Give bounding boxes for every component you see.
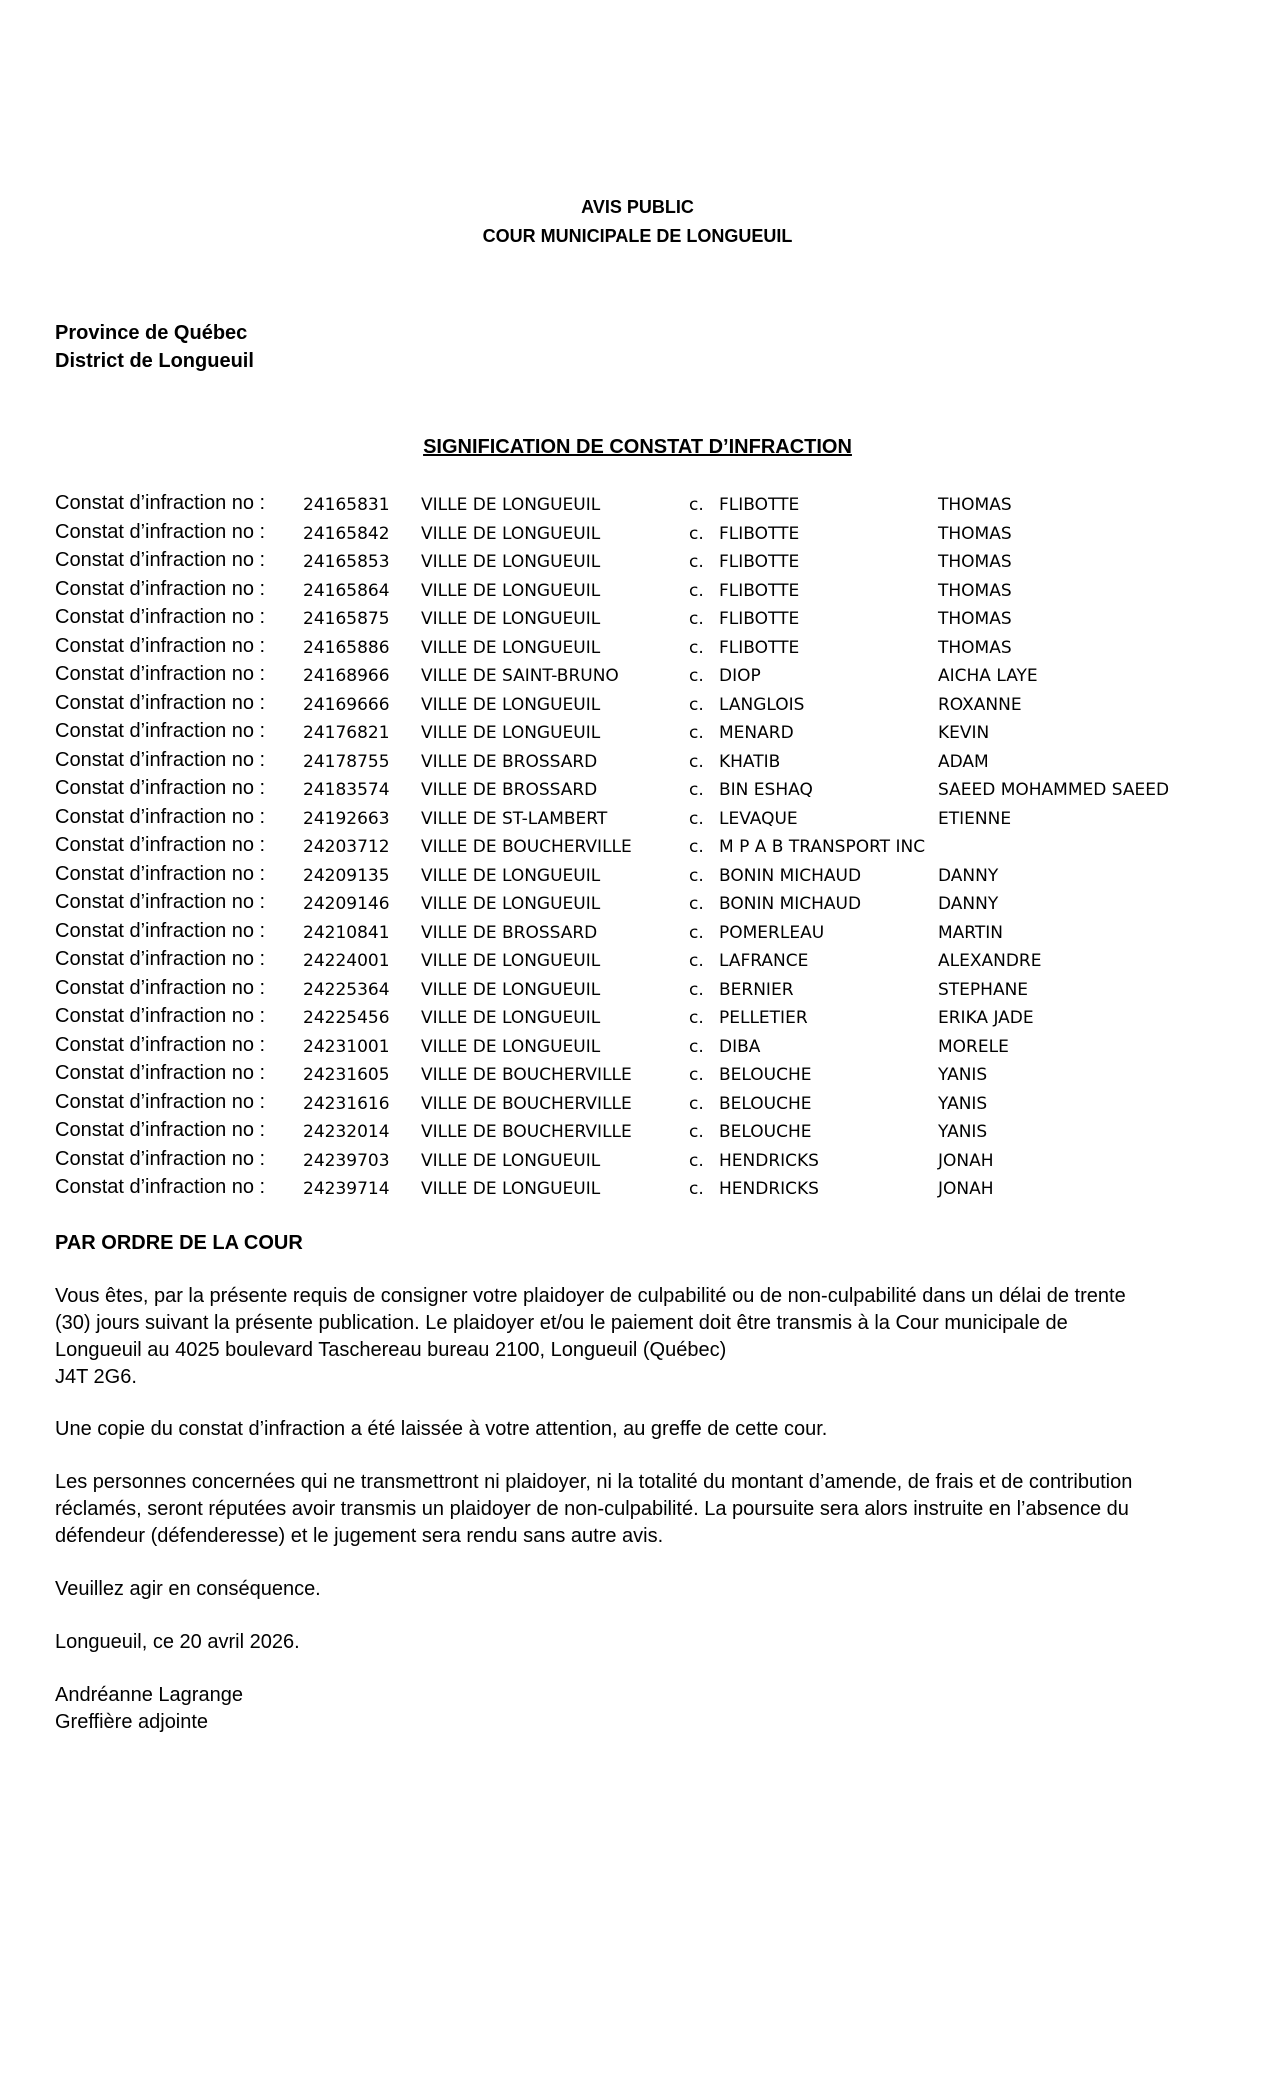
signature-block (55, 1682, 1215, 1736)
defendant-first-name: SAEED MOHAMMED SAEED (938, 780, 1170, 800)
plaintiff-city: VILLE DE LONGUEUIL (421, 637, 601, 658)
plaintiff-city: VILLE DE LONGUEUIL (421, 1036, 601, 1057)
row-label: Constat d’infraction no : (55, 834, 266, 856)
defendant-last-name: LEVAQUE (719, 808, 798, 829)
paragraph-plea-line: (30) jours suivant la présente publication. Le plaidoyer et/ou le paiement doit être transmis à la Cour municipale de (55, 1312, 1068, 1334)
versus-label: c. (689, 837, 704, 857)
plaintiff-city: VILLE DE LONGUEUIL (421, 495, 601, 515)
table-row (0, 549, 1275, 578)
plaintiff-city: VILLE DE LONGUEUIL (421, 723, 601, 743)
table-row (0, 1148, 1275, 1177)
defendant-first-name: THOMAS (938, 495, 1012, 515)
plaintiff-city: VILLE DE LONGUEUIL (421, 894, 601, 914)
signatory-title: Greffière adjointe (55, 1711, 209, 1733)
table-row (0, 863, 1275, 892)
infraction-number: 24231616 (303, 1093, 390, 1114)
paragraph-consequences: Les personnes concernées qui ne transmettront ni plaidoyer, ni la totalité du montant d’amende, de frais et de contribution réclamés, seront réputées avoir transmis un plaidoyer de non-culpabilité. La poursuite sera alors instruite en l’absence du défendeur (défenderesse) et le jugement sera rendu sans autre avis. (55, 1471, 1133, 1547)
plaintiff-city: VILLE DE BOUCHERVILLE (421, 1122, 632, 1142)
table-row (0, 1034, 1275, 1063)
row-label: Constat d’infraction no : (55, 549, 266, 571)
table-row (0, 720, 1275, 749)
defendant-last-name: BIN ESHAQ (719, 780, 813, 800)
section-title-text: SIGNIFICATION DE CONSTAT D’INFRACTION (423, 436, 852, 458)
infraction-number: 24165831 (303, 495, 390, 515)
versus-label: c. (689, 694, 704, 715)
plaintiff-city: VILLE DE LONGUEUIL (421, 523, 601, 544)
plaintiff-city: VILLE DE BOUCHERVILLE (421, 1093, 632, 1114)
plaintiff-city: VILLE DE ST-LAMBERT (421, 808, 608, 829)
defendant-last-name: PELLETIER (719, 1008, 808, 1028)
versus-label: c. (689, 894, 704, 914)
defendant-last-name: FLIBOTTE (719, 495, 800, 515)
table-row (0, 1119, 1275, 1148)
row-label: Constat d’infraction no : (55, 976, 266, 999)
table-row (0, 578, 1275, 607)
paragraph-plea-line: J4T 2G6. (55, 1366, 137, 1388)
infraction-number: 24178755 (303, 751, 390, 772)
table-row (0, 1005, 1275, 1034)
versus-label: c. (689, 609, 704, 629)
versus-label: c. (689, 1122, 704, 1142)
row-label: Constat d’infraction no : (55, 720, 266, 742)
infraction-number: 24225364 (303, 979, 390, 1000)
versus-label: c. (689, 666, 704, 686)
plaintiff-city: VILLE DE LONGUEUIL (421, 979, 601, 1000)
table-row (0, 749, 1275, 778)
defendant-first-name: MARTIN (938, 922, 1003, 943)
infraction-number: 24192663 (303, 808, 390, 829)
defendant-last-name: BONIN MICHAUD (719, 865, 862, 886)
defendant-first-name: KEVIN (938, 723, 990, 743)
defendant-first-name: JONAH (938, 1150, 994, 1171)
table-row (0, 834, 1275, 863)
infraction-number: 24225456 (303, 1008, 390, 1028)
infraction-number: 24165864 (303, 580, 390, 601)
infraction-number: 24176821 (303, 723, 390, 743)
infraction-number: 24210841 (303, 922, 390, 943)
defendant-first-name: THOMAS (938, 580, 1012, 601)
table-row (0, 692, 1275, 721)
defendant-last-name: LANGLOIS (719, 694, 805, 715)
versus-label: c. (689, 637, 704, 658)
table-row (0, 806, 1275, 835)
infraction-number: 24231605 (303, 1065, 390, 1085)
defendant-last-name: BELOUCHE (719, 1065, 812, 1085)
defendant-first-name: DANNY (938, 894, 999, 914)
infraction-number: 24209146 (303, 894, 390, 914)
defendant-last-name: DIBA (719, 1036, 761, 1057)
defendant-first-name: ALEXANDRE (938, 951, 1042, 971)
defendant-first-name: ROXANNE (938, 694, 1022, 715)
defendant-first-name: AICHA LAYE (938, 666, 1038, 686)
signatory-name: Andréanne Lagrange (55, 1684, 243, 1706)
row-label: Constat d’infraction no : (55, 577, 266, 600)
table-row (0, 1062, 1275, 1091)
defendant-first-name: JONAH (938, 1179, 994, 1199)
row-label: Constat d’infraction no : (55, 777, 266, 799)
infraction-number: 24224001 (303, 951, 390, 971)
paragraph-plea-line: Vous êtes, par la présente requis de consigner votre plaidoyer de culpabilité ou de non-culpabilité dans un délai de trente (55, 1285, 1126, 1307)
row-label: Constat d’infraction no : (55, 691, 266, 714)
paragraph-act: Veuillez agir en conséquence. (55, 1578, 321, 1600)
row-label: Constat d’infraction no : (55, 862, 266, 885)
defendant-last-name: BELOUCHE (719, 1122, 812, 1142)
row-label: Constat d’infraction no : (55, 1062, 266, 1084)
plaintiff-city: VILLE DE BROSSARD (421, 751, 598, 772)
plaintiff-city: VILLE DE BOUCHERVILLE (421, 1065, 632, 1085)
province-label: Province de Québec (55, 322, 248, 344)
defendant-last-name: LAFRANCE (719, 951, 809, 971)
court-order-heading: PAR ORDRE DE LA COUR (55, 1232, 303, 1254)
row-label: Constat d’infraction no : (55, 1090, 266, 1113)
infraction-number: 24169666 (303, 694, 390, 715)
infraction-number: 24183574 (303, 780, 390, 800)
defendant-first-name: YANIS (938, 1122, 988, 1142)
defendant-first-name: YANIS (938, 1093, 988, 1114)
versus-label: c. (689, 751, 704, 772)
defendant-first-name: THOMAS (938, 523, 1012, 544)
infraction-number: 24165875 (303, 609, 390, 629)
versus-label: c. (689, 1008, 704, 1028)
table-row (0, 920, 1275, 949)
versus-label: c. (689, 865, 704, 886)
date-line: Longueuil, ce 20 avril 2026. (55, 1631, 300, 1653)
versus-label: c. (689, 922, 704, 943)
versus-label: c. (689, 1093, 704, 1114)
defendant-first-name: THOMAS (938, 609, 1012, 629)
plaintiff-city: VILLE DE LONGUEUIL (421, 1008, 601, 1028)
plaintiff-city: VILLE DE BROSSARD (421, 780, 598, 800)
row-label: Constat d’infraction no : (55, 1033, 266, 1056)
defendant-first-name: ADAM (938, 751, 989, 772)
paragraph-plea-line: Longueuil au 4025 boulevard Taschereau bureau 2100, Longueuil (Québec) (55, 1339, 727, 1361)
table-row (0, 635, 1275, 664)
plaintiff-city: VILLE DE LONGUEUIL (421, 865, 601, 886)
defendant-last-name: FLIBOTTE (719, 609, 800, 629)
plaintiff-city: VILLE DE LONGUEUIL (421, 580, 601, 601)
versus-label: c. (689, 1065, 704, 1085)
defendant-last-name: FLIBOTTE (719, 580, 800, 601)
defendant-last-name: MENARD (719, 723, 794, 743)
versus-label: c. (689, 780, 704, 800)
defendant-first-name: YANIS (938, 1065, 988, 1085)
versus-label: c. (689, 979, 704, 1000)
defendant-last-name: POMERLEAU (719, 922, 825, 943)
court-name: COUR MUNICIPALE DE LONGUEUIL (482, 226, 793, 246)
row-label: Constat d’infraction no : (55, 492, 266, 514)
row-label: Constat d’infraction no : (55, 1119, 266, 1141)
versus-label: c. (689, 1150, 704, 1171)
defendant-last-name: HENDRICKS (719, 1150, 819, 1171)
defendant-first-name: ETIENNE (938, 808, 1012, 829)
table-row (0, 521, 1275, 550)
row-label: Constat d’infraction no : (55, 748, 266, 771)
infraction-number: 24165853 (303, 552, 390, 572)
infraction-number: 24231001 (303, 1036, 390, 1057)
row-label: Constat d’infraction no : (55, 663, 266, 685)
plaintiff-city: VILLE DE LONGUEUIL (421, 552, 601, 572)
defendant-first-name: MORELE (938, 1036, 1009, 1057)
defendant-first-name: THOMAS (938, 552, 1012, 572)
notice-title: AVIS PUBLIC (581, 197, 694, 217)
defendant-first-name: DANNY (938, 865, 999, 886)
versus-label: c. (689, 1179, 704, 1199)
infraction-number: 24203712 (303, 837, 390, 857)
defendant-last-name: BERNIER (719, 979, 794, 1000)
defendant-last-name: BELOUCHE (719, 1093, 812, 1114)
plaintiff-city: VILLE DE LONGUEUIL (421, 1179, 601, 1199)
table-row (0, 606, 1275, 635)
table-row (0, 777, 1275, 806)
district-label: District de Longueuil (55, 350, 254, 372)
versus-label: c. (689, 808, 704, 829)
plaintiff-city: VILLE DE LONGUEUIL (421, 694, 601, 715)
row-label: Constat d’infraction no : (55, 606, 266, 628)
defendant-first-name: STEPHANE (938, 979, 1029, 1000)
versus-label: c. (689, 552, 704, 572)
table-row (0, 1091, 1275, 1120)
infraction-number: 24165886 (303, 637, 390, 658)
defendant-first-name: THOMAS (938, 637, 1012, 658)
paragraph-copy: Une copie du constat d’infraction a été laissée à votre attention, au greffe de cette cour. (55, 1418, 828, 1440)
table-row (0, 948, 1275, 977)
versus-label: c. (689, 951, 704, 971)
table-row (0, 663, 1275, 692)
versus-label: c. (689, 580, 704, 601)
defendant-last-name: DIOP (719, 666, 761, 686)
defendant-last-name: FLIBOTTE (719, 523, 800, 544)
plaintiff-city: VILLE DE LONGUEUIL (421, 1150, 601, 1171)
table-row (0, 492, 1275, 521)
versus-label: c. (689, 523, 704, 544)
infraction-list (0, 492, 1275, 1205)
versus-label: c. (689, 1036, 704, 1057)
infraction-number: 24165842 (303, 523, 390, 544)
plaintiff-city: VILLE DE BOUCHERVILLE (421, 837, 632, 857)
row-label: Constat d’infraction no : (55, 948, 266, 970)
defendant-last-name: HENDRICKS (719, 1179, 819, 1199)
table-row (0, 977, 1275, 1006)
row-label: Constat d’infraction no : (55, 1005, 266, 1027)
infraction-number: 24209135 (303, 865, 390, 886)
defendant-last-name: FLIBOTTE (719, 552, 800, 572)
infraction-number: 24232014 (303, 1122, 390, 1142)
versus-label: c. (689, 495, 704, 515)
row-label: Constat d’infraction no : (55, 1147, 266, 1170)
plaintiff-city: VILLE DE LONGUEUIL (421, 609, 601, 629)
table-row (0, 891, 1275, 920)
plaintiff-city: VILLE DE BROSSARD (421, 922, 598, 943)
defendant-last-name: KHATIB (719, 751, 781, 772)
row-label: Constat d’infraction no : (55, 891, 266, 913)
defendant-last-name: BONIN MICHAUD (719, 894, 862, 914)
versus-label: c. (689, 723, 704, 743)
defendant-last-name: M P A B TRANSPORT INC (719, 837, 926, 857)
plaintiff-city: VILLE DE SAINT-BRUNO (421, 666, 619, 686)
table-row (0, 1176, 1275, 1205)
row-label: Constat d’infraction no : (55, 919, 266, 942)
infraction-number: 24239703 (303, 1150, 390, 1171)
plaintiff-city: VILLE DE LONGUEUIL (421, 951, 601, 971)
row-label: Constat d’infraction no : (55, 1176, 266, 1198)
section-title (0, 436, 1275, 459)
row-label: Constat d’infraction no : (55, 634, 266, 657)
paragraph-plea (55, 1283, 1215, 1391)
infraction-number: 24168966 (303, 666, 390, 686)
defendant-first-name: ERIKA JADE (938, 1008, 1034, 1028)
infraction-number: 24239714 (303, 1179, 390, 1199)
defendant-last-name: FLIBOTTE (719, 637, 800, 658)
row-label: Constat d’infraction no : (55, 520, 266, 543)
row-label: Constat d’infraction no : (55, 805, 266, 828)
